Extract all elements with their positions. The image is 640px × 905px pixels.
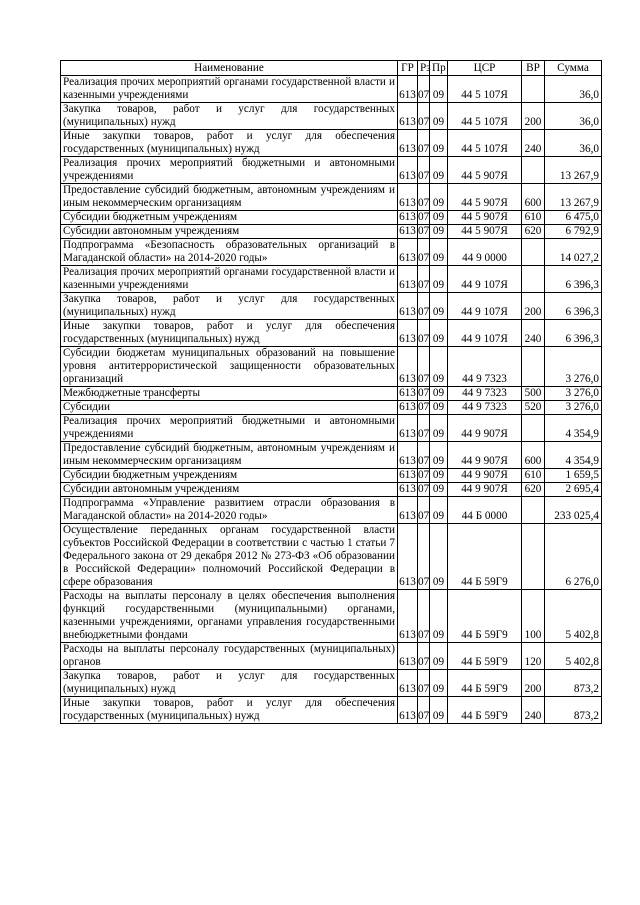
row-vr (522, 239, 545, 266)
table-row (61, 401, 602, 415)
row-csr: 44 5 107Я (448, 130, 522, 157)
row-sum: 6 396,3 (545, 293, 602, 320)
row-gr: 613 (398, 442, 418, 469)
row-rz: 07 (418, 415, 430, 442)
row-rz: 07 (418, 266, 430, 293)
row-name: Реализация прочих мероприятий органами государственной власти и казенными учреждениями (61, 266, 398, 293)
row-pr: 09 (430, 347, 448, 387)
row-name: Предоставление субсидий бюджетным, автономным учреждениям и иным некоммерческим организациям (61, 184, 398, 211)
row-gr: 613 (398, 524, 418, 590)
row-csr: 44 9 107Я (448, 293, 522, 320)
row-gr: 613 (398, 76, 418, 103)
row-sum: 5 402,8 (545, 643, 602, 670)
table-row (61, 239, 602, 266)
row-gr: 613 (398, 130, 418, 157)
row-rz: 07 (418, 483, 430, 495)
row-pr: 09 (430, 524, 448, 590)
row-gr: 613 (398, 590, 418, 643)
row-csr: 44 5 107Я (448, 76, 522, 103)
row-gr: 613 (398, 347, 418, 387)
row-csr: 44 Б 59Г9 (448, 697, 522, 724)
row-name: Реализация прочих мероприятий органами государственной власти и казенными учреждениями (61, 76, 398, 103)
row-vr (522, 415, 545, 442)
row-gr: 613 (398, 643, 418, 670)
row-csr: 44 Б 0000 (448, 497, 522, 524)
row-sum: 4 354,9 (545, 442, 602, 469)
row-sum: 6 396,3 (545, 266, 602, 293)
row-csr: 44 9 907Я (448, 442, 522, 469)
row-csr: 44 9 7323 (448, 387, 522, 401)
row-sum: 233 025,4 (545, 497, 602, 524)
row-sum: 6 276,0 (545, 524, 602, 590)
row-gr: 613 (399, 225, 416, 237)
row-csr: 44 Б 59Г9 (448, 643, 522, 670)
row-pr: 09 (430, 590, 448, 643)
row-pr: 09 (430, 211, 448, 225)
table-row (61, 697, 602, 724)
row-name: Субсидии бюджетам муниципальных образований на повышение уровня антитеррористической защищенности образовательных организаций (61, 347, 398, 387)
row-vr: 620 (522, 225, 545, 239)
row-gr: 613 (398, 266, 418, 293)
row-name: Реализация прочих мероприятий бюджетными и автономными учреждениями (61, 157, 398, 184)
row-csr: 44 Б 59Г9 (448, 590, 522, 643)
row-pr: 09 (430, 184, 448, 211)
row-name: Подпрограмма «Безопасность образовательных организаций в Магаданской области» на 2014-2020 годы» (61, 239, 398, 266)
row-rz: 07 (418, 103, 430, 130)
row-vr: 240 (522, 130, 545, 157)
row-name: Закупка товаров, работ и услуг для государственных (муниципальных) нужд (61, 103, 398, 130)
row-name: Субсидии бюджетным учреждениям (61, 469, 398, 483)
row-vr: 520 (522, 401, 545, 415)
row-rz: 07 (418, 387, 430, 399)
row-rz: 07 (418, 239, 430, 266)
table-row (61, 670, 602, 697)
table-row (61, 320, 602, 347)
row-rz: 07 (418, 697, 430, 724)
row-gr: 613 (398, 497, 418, 524)
row-csr: 44 9 107Я (448, 320, 522, 347)
row-gr: 613 (398, 293, 418, 320)
row-pr: 09 (430, 483, 448, 497)
table-header (61, 61, 602, 76)
row-vr: 600 (522, 442, 545, 469)
header-vr: ВР (522, 61, 545, 76)
row-name: Закупка товаров, работ и услуг для государственных (муниципальных) нужд (61, 293, 398, 320)
row-sum: 13 267,9 (545, 184, 602, 211)
row-name: Расходы на выплаты персоналу в целях обеспечения выполнения функций государственными (муниципальными) органами, казенными учреждениями, органами управления государственными внебюджетными фондами (61, 590, 398, 643)
header-gr: ГР (398, 61, 418, 76)
row-pr: 09 (430, 76, 448, 103)
row-pr: 09 (430, 130, 448, 157)
table-row (61, 76, 602, 103)
row-gr: 613 (398, 184, 418, 211)
row-rz: 07 (418, 211, 430, 223)
row-sum: 5 402,8 (545, 590, 602, 643)
row-sum: 2 695,4 (545, 483, 602, 497)
row-pr: 09 (430, 225, 448, 239)
row-sum: 4 354,9 (545, 415, 602, 442)
row-rz: 07 (418, 225, 430, 237)
row-pr: 09 (430, 497, 448, 524)
row-sum: 6 475,0 (545, 211, 602, 225)
row-sum: 14 027,2 (545, 239, 602, 266)
row-rz: 07 (418, 590, 430, 643)
row-vr: 600 (522, 184, 545, 211)
row-vr: 200 (522, 670, 545, 697)
row-sum: 3 276,0 (545, 401, 602, 415)
row-name: Иные закупки товаров, работ и услуг для обеспечения государственных (муниципальных) нужд (61, 130, 398, 157)
row-gr: 613 (398, 670, 418, 697)
row-name: Подпрограмма «Управление развитием отрасли образования в Магаданской области» на 2014-2020 годы» (61, 497, 398, 524)
row-name: Межбюджетные трансферты (61, 387, 398, 401)
row-gr: 613 (399, 401, 416, 413)
row-pr: 09 (430, 469, 448, 483)
row-rz: 07 (418, 293, 430, 320)
row-vr: 200 (522, 293, 545, 320)
row-vr: 100 (522, 590, 545, 643)
row-name: Субсидии (61, 401, 398, 415)
row-csr: 44 5 107Я (448, 103, 522, 130)
row-name: Предоставление субсидий бюджетным, автономным учреждениям и иным некоммерческим организациям (61, 442, 398, 469)
row-csr: 44 9 7323 (448, 401, 522, 415)
table-row (61, 387, 602, 401)
row-rz: 07 (418, 524, 430, 590)
table-row (61, 497, 602, 524)
table-row (61, 590, 602, 643)
row-gr: 613 (398, 157, 418, 184)
row-vr (522, 524, 545, 590)
row-pr: 09 (430, 643, 448, 670)
row-vr: 240 (522, 697, 545, 724)
table-row (61, 211, 602, 225)
row-csr: 44 5 907Я (448, 211, 522, 225)
row-vr: 200 (522, 103, 545, 130)
row-pr: 09 (430, 387, 448, 401)
row-gr: 613 (398, 239, 418, 266)
row-vr (522, 76, 545, 103)
table-row (61, 483, 602, 497)
row-rz: 07 (418, 130, 430, 157)
header-name: Наименование (61, 61, 398, 76)
row-rz: 07 (418, 320, 430, 347)
header-rz: Рз (418, 61, 430, 76)
row-gr: 613 (399, 211, 416, 223)
row-csr: 44 9 907Я (448, 483, 522, 497)
row-rz: 07 (418, 442, 430, 469)
row-gr: 613 (399, 387, 416, 399)
row-csr: 44 9 907Я (448, 469, 522, 483)
header-pr: Пр (430, 61, 448, 76)
row-sum: 3 276,0 (545, 387, 602, 401)
row-csr: 44 Б 59Г9 (448, 670, 522, 697)
row-vr: 240 (522, 320, 545, 347)
row-pr: 09 (430, 157, 448, 184)
row-gr: 613 (398, 697, 418, 724)
row-name: Осуществление переданных органам государственной власти субъектов Российской Федерации в соответствии с частью 1 статьи 7 Федерального закона от 29 декабря 2012 № 273-ФЗ «Об образовании в Российской Федерации» полномочий Российской Федерации в сфере образования (61, 524, 398, 590)
row-name: Субсидии бюджетным учреждениям (61, 211, 398, 225)
table-row (61, 643, 602, 670)
row-vr: 610 (522, 469, 545, 483)
row-csr: 44 9 907Я (448, 415, 522, 442)
table-row (61, 130, 602, 157)
header-sum: Сумма (545, 61, 602, 76)
row-csr: 44 Б 59Г9 (448, 524, 522, 590)
row-gr: 613 (398, 415, 418, 442)
row-gr: 613 (399, 483, 416, 495)
row-vr (522, 347, 545, 387)
table-body (61, 76, 602, 724)
row-vr: 120 (522, 643, 545, 670)
table-row (61, 225, 602, 239)
row-vr: 620 (522, 483, 545, 497)
row-csr: 44 9 107Я (448, 266, 522, 293)
row-rz: 07 (418, 401, 430, 413)
row-vr (522, 157, 545, 184)
row-name: Иные закупки товаров, работ и услуг для обеспечения государственных (муниципальных) нужд (61, 320, 398, 347)
row-sum: 873,2 (545, 697, 602, 724)
table-row (61, 266, 602, 293)
header-csr: ЦСР (448, 61, 522, 76)
table-row (61, 469, 602, 483)
row-rz: 07 (418, 76, 430, 103)
row-sum: 6 792,9 (545, 225, 602, 239)
row-gr: 613 (398, 103, 418, 130)
row-rz: 07 (418, 497, 430, 524)
budget-table (60, 60, 602, 724)
row-name: Субсидии автономным учреждениям (61, 225, 398, 239)
row-pr: 09 (430, 670, 448, 697)
row-sum: 873,2 (545, 670, 602, 697)
row-name: Расходы на выплаты персоналу государственных (муниципальных) органов (61, 643, 398, 670)
row-name: Субсидии автономным учреждениям (61, 483, 398, 497)
row-sum: 36,0 (545, 76, 602, 103)
row-sum: 13 267,9 (545, 157, 602, 184)
row-pr: 09 (430, 415, 448, 442)
row-csr: 44 9 0000 (448, 239, 522, 266)
row-rz: 07 (418, 670, 430, 697)
row-csr: 44 9 7323 (448, 347, 522, 387)
row-csr: 44 5 907Я (448, 157, 522, 184)
row-sum: 6 396,3 (545, 320, 602, 347)
row-pr: 09 (430, 103, 448, 130)
table-row (61, 184, 602, 211)
table-row (61, 415, 602, 442)
row-csr: 44 5 907Я (448, 225, 522, 239)
row-rz: 07 (418, 643, 430, 670)
row-gr: 613 (398, 320, 418, 347)
row-vr (522, 497, 545, 524)
table-row (61, 442, 602, 469)
row-rz: 07 (418, 469, 430, 481)
row-name: Реализация прочих мероприятий бюджетными и автономными учреждениями (61, 415, 398, 442)
row-pr: 09 (430, 266, 448, 293)
row-sum: 36,0 (545, 130, 602, 157)
row-rz: 07 (418, 347, 430, 387)
row-csr: 44 5 907Я (448, 184, 522, 211)
row-rz: 07 (418, 184, 430, 211)
row-gr: 613 (399, 469, 416, 481)
table-row (61, 524, 602, 590)
row-sum: 3 276,0 (545, 347, 602, 387)
row-pr: 09 (430, 401, 448, 415)
row-vr: 610 (522, 211, 545, 225)
row-vr: 500 (522, 387, 545, 401)
table-row (61, 293, 602, 320)
row-name: Закупка товаров, работ и услуг для государственных (муниципальных) нужд (61, 670, 398, 697)
table-row (61, 103, 602, 130)
row-pr: 09 (430, 239, 448, 266)
table-row (61, 157, 602, 184)
row-pr: 09 (430, 442, 448, 469)
row-sum: 36,0 (545, 103, 602, 130)
row-name: Иные закупки товаров, работ и услуг для обеспечения государственных (муниципальных) нужд (61, 697, 398, 724)
row-vr (522, 266, 545, 293)
row-pr: 09 (430, 697, 448, 724)
row-rz: 07 (418, 157, 430, 184)
row-pr: 09 (430, 293, 448, 320)
row-pr: 09 (430, 320, 448, 347)
row-sum: 1 659,5 (545, 469, 602, 483)
table-row (61, 347, 602, 387)
